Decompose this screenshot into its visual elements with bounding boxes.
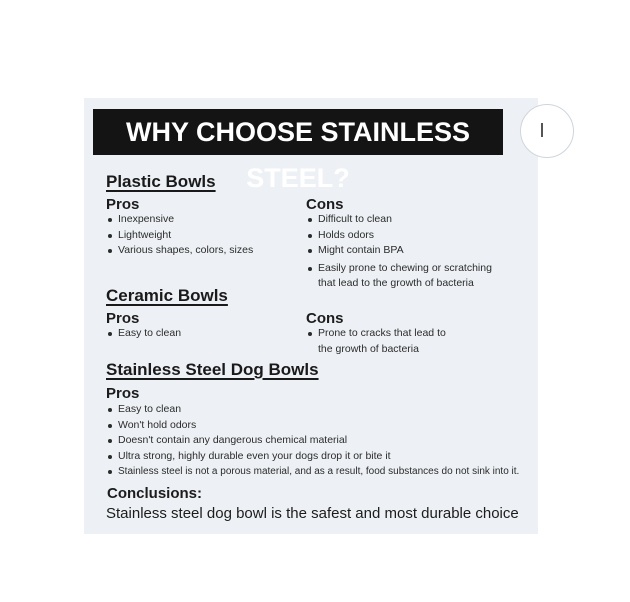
ceramic-pros-label: Pros [106,310,140,327]
list-item: Difficult to clean [307,212,492,228]
plastic-section-title: Plastic Bowls [106,172,216,191]
plastic-pros-label: Pros [106,196,140,213]
list-item: Various shapes, colors, sizes [107,243,253,259]
list-item: Won't hold odors [107,418,519,434]
list-item: Doesn't contain any dangerous chemical material [107,433,519,449]
chevron-icon [541,123,543,137]
list-item-line: the growth of bacteria [318,342,419,355]
list-item-line: Easily prone to chewing or scratching [318,261,492,274]
banner-title: WHY CHOOSE STAINLESS STEEL? [93,109,503,155]
steel-pros-list [107,402,519,480]
list-item: Might contain BPA [307,243,492,259]
list-item: Inexpensive [107,212,253,228]
list-item: Lightweight [107,228,253,244]
list-item-line: Prone to cracks that lead to [318,327,446,339]
list-item-line: that lead to the growth of bacteria [318,277,474,289]
plastic-pros-list [107,212,253,259]
carousel-next-button[interactable] [520,104,574,158]
ceramic-cons-list [307,326,446,357]
ceramic-pros-list [107,326,181,342]
plastic-cons-list [307,212,492,292]
conclusion-text: Stainless steel dog bowl is the safest and most durable choice [106,505,519,522]
conclusion-title: Conclusions: [107,485,203,502]
list-item: Easy to clean [107,326,181,342]
plastic-cons-label: Cons [306,196,344,213]
list-item: Ultra strong, highly durable even your dogs drop it or bite it [107,449,519,465]
list-item [307,326,446,357]
ceramic-cons-label: Cons [306,310,344,327]
steel-section-title: Stainless Steel Dog Bowls [106,360,319,379]
list-item [307,261,492,292]
list-item: Stainless steel is not a porous material, and as a result, food substances do not sink into it. [107,464,519,480]
list-item: Easy to clean [107,402,519,418]
ceramic-section-title: Ceramic Bowls [106,286,228,305]
steel-pros-label: Pros [106,385,140,402]
list-item: Holds odors [307,228,492,244]
